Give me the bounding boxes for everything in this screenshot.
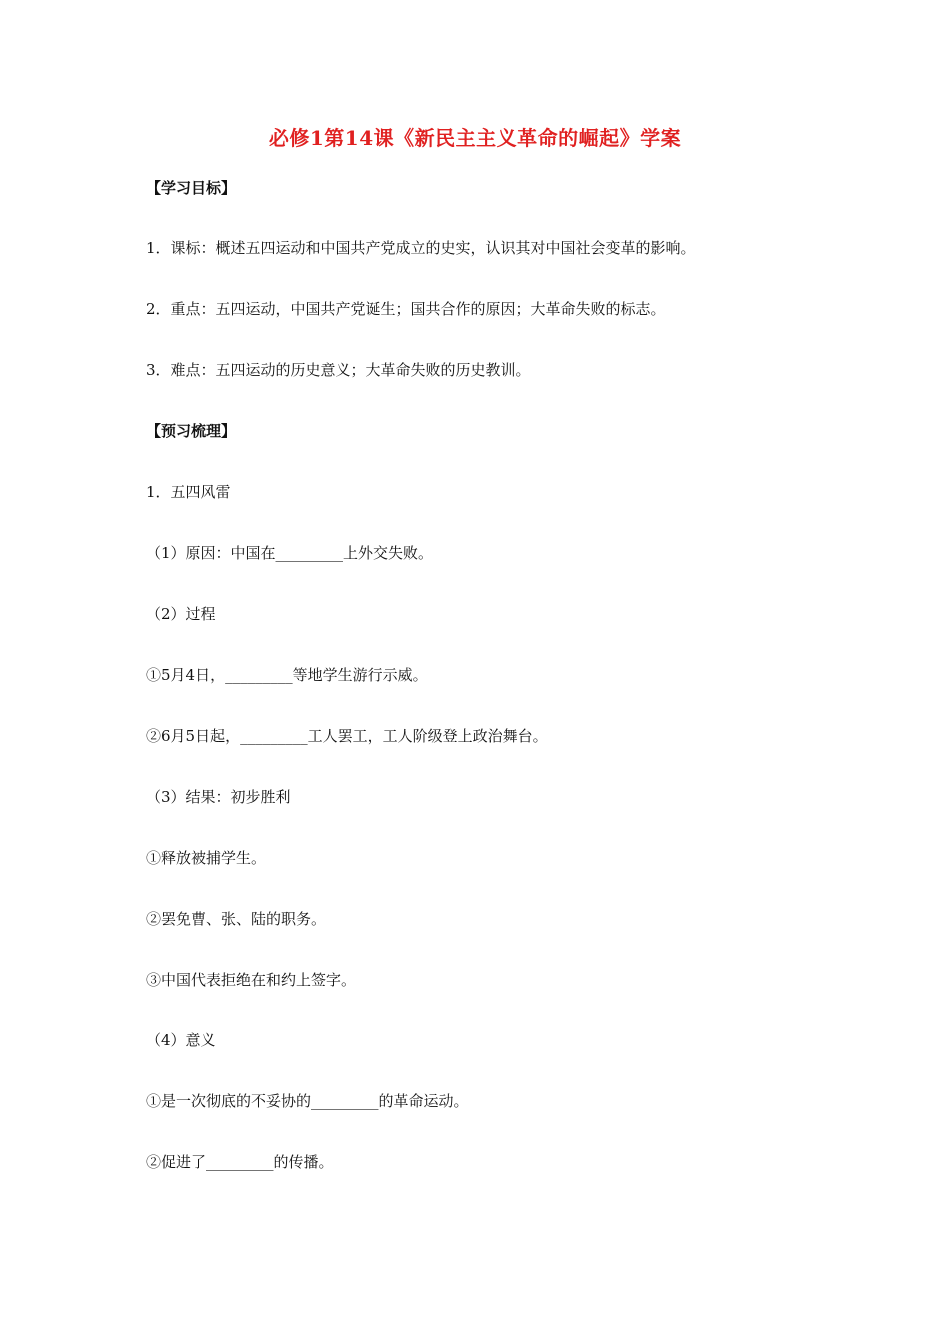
preview-item: ①5月4日，_________等地学生游行示威。: [146, 666, 428, 684]
preview-item: （2）过程: [146, 605, 216, 623]
preview-item: ①是一次彻底的不妥协的_________的革命运动。: [146, 1092, 469, 1110]
section-heading-preview: 【预习梳理】: [146, 422, 237, 440]
preview-item: ②罢免曹、张、陆的职务。: [146, 910, 327, 928]
goal-item-1: 1．课标：概述五四运动和中国共产党成立的史实，认识其对中国社会变革的影响。: [146, 239, 696, 257]
preview-item: ②促进了_________的传播。: [146, 1153, 334, 1171]
goal-item-3: 3．难点：五四运动的历史意义；大革命失败的历史教训。: [146, 361, 531, 379]
goal-item-2: 2．重点：五四运动，中国共产党诞生；国共合作的原因；大革命失败的标志。: [146, 300, 666, 318]
preview-item: （3）结果：初步胜利: [146, 788, 291, 806]
preview-item: ①释放被捕学生。: [146, 849, 267, 867]
preview-item: ②6月5日起，_________工人罢工，工人阶级登上政治舞台。: [146, 727, 548, 745]
preview-item: （1）原因：中国在_________上外交失败。: [146, 544, 434, 562]
page-title: 必修1第14课《新民主主义革命的崛起》学案: [268, 126, 682, 150]
preview-item: ③中国代表拒绝在和约上签字。: [146, 971, 357, 989]
section-heading-learning-goals: 【学习目标】: [146, 179, 237, 197]
preview-item: 1．五四风雷: [146, 483, 231, 501]
preview-item: （4）意义: [146, 1031, 216, 1049]
